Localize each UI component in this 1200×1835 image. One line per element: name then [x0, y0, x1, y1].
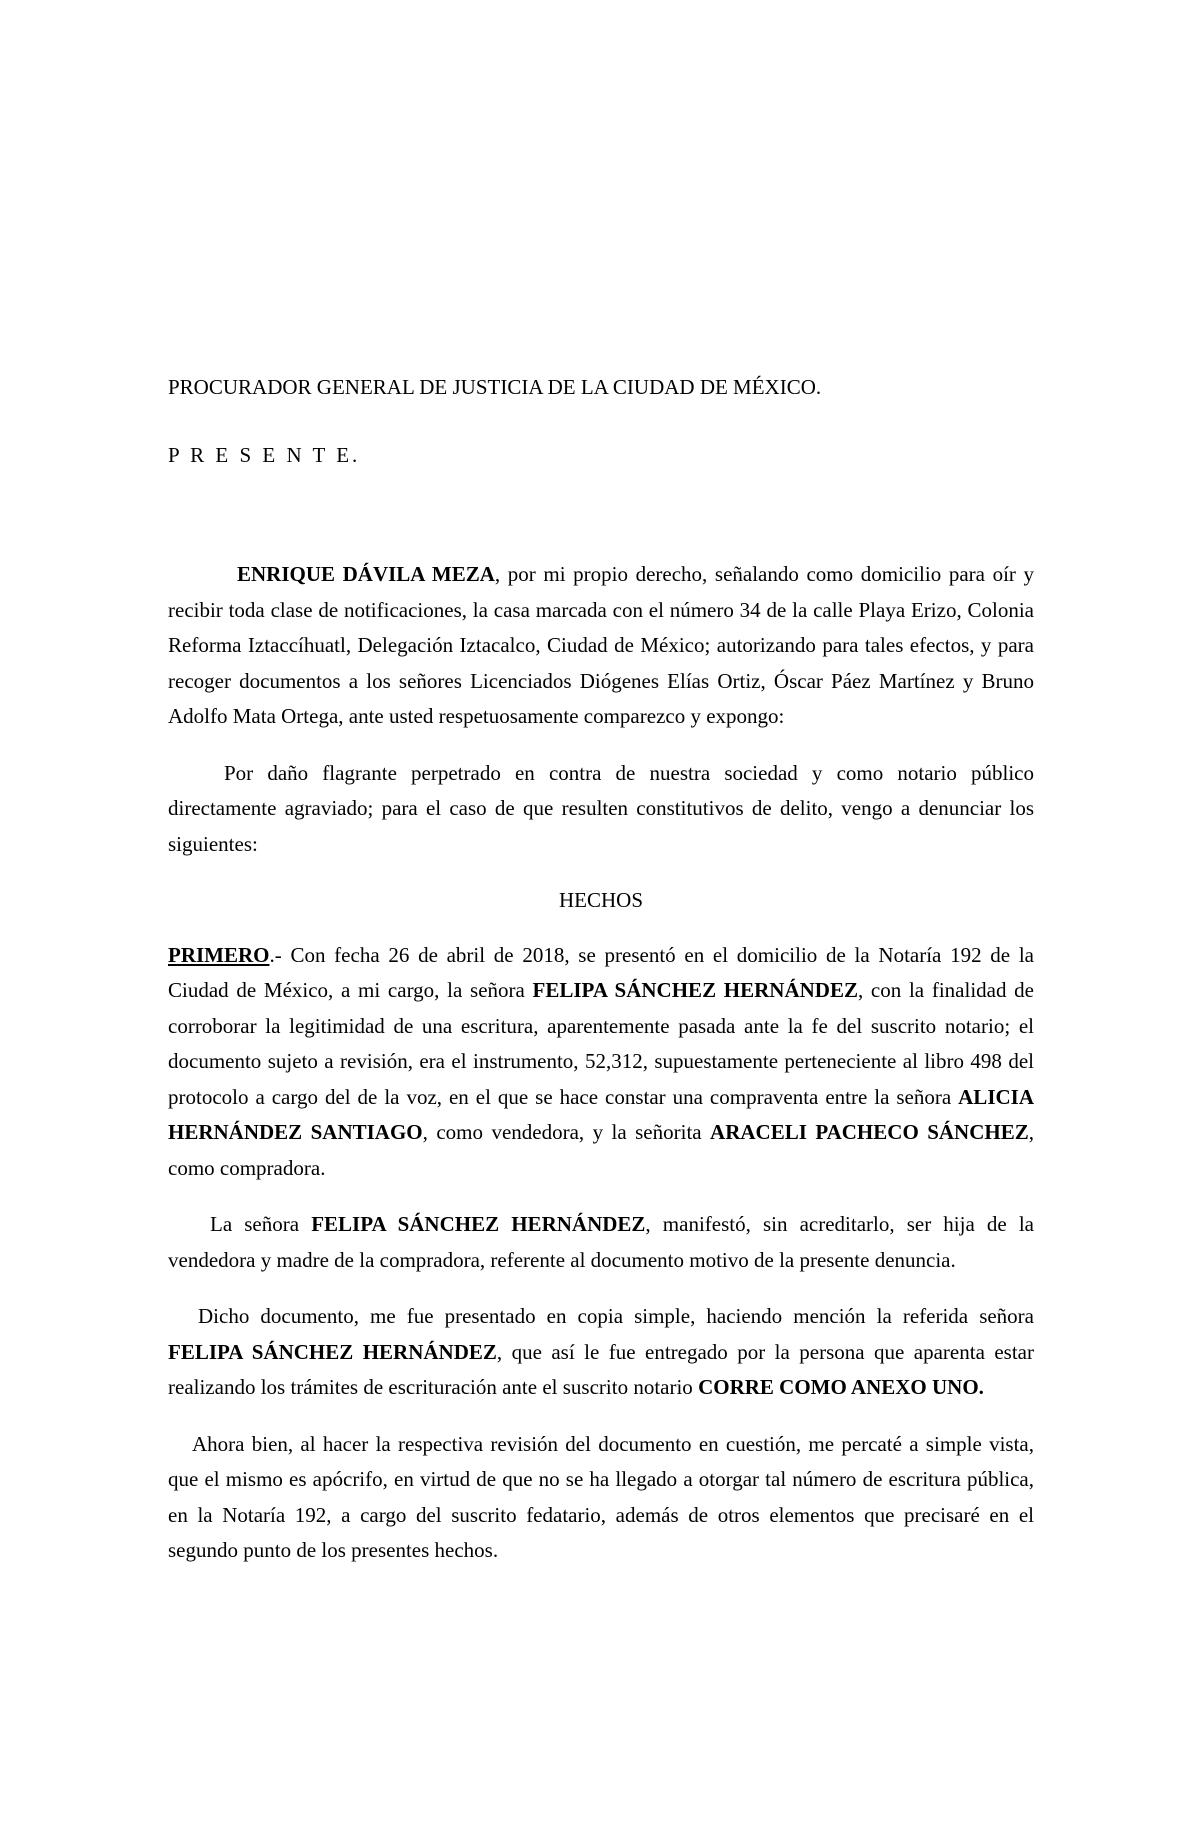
intro-paragraph	[168, 557, 1034, 735]
annex-label: CORRE COMO ANEXO UNO.	[698, 1375, 984, 1399]
para2-text-2: , manifestó, sin acreditarlo, ser hija de la vendedora y madre de la compradora, referente al documento motivo de la presente denuncia.	[168, 1212, 1034, 1272]
intro-text: , por mi propio derecho, señalando como domicilio para oír y recibir toda clase de notificaciones, la casa marcada con el número 34 de la calle Playa Erizo, Colonia Reforma Iztaccíhuatl, Delegación Iztacalco, Ciudad de México; autorizando para tales efectos, y para recoger documentos a los señores Licenciados Diógenes Elías Ortiz, Óscar Páez Martínez y Bruno Adolfo Mata Ortega, ante usted respetuosamente comparezco y expongo:	[168, 562, 1035, 728]
primero-text-2: , con la finalidad de corroborar la legitimidad de una escritura, aparentemente pasada ante la fe del suscrito notario; el documento sujeto a revisión, era el instrumento, 52,312, supuestamente perteneciente al libro 498 del protocolo a cargo del de la voz, en el que se hace constar una compraventa entre la señora	[168, 978, 1035, 1109]
primero-text-1: .- Con fecha 26 de abril de 2018, se presentó en el domicilio de la Notaría 192 de la Ciudad de México, a mi cargo, la señora	[168, 942, 1034, 1002]
hechos-heading: HECHOS	[558, 888, 643, 912]
review-paragraph: Ahora bien, al hacer la respectiva revisión del documento en cuestión, me percaté a simple vista, que el mismo es apócrifo, en virtud de que no se ha llegado a otorgar tal número de escritura pública, en la Notaría 192, a cargo del suscrito fedatario, además de otros elementos que precisaré en el segundo punto de los presentes hechos.	[168, 1431, 1034, 1562]
para3-text-2: , que así le fue entregado por la persona que aparenta estar realizando los trámites de escrituración ante el suscrito notario	[168, 1339, 1034, 1399]
primero-text-4: , como compradora.	[168, 1120, 1034, 1180]
addressee-line: PROCURADOR GENERAL DE JUSTICIA DE LA CIUDAD DE MÉXICO.	[168, 375, 822, 399]
affiliation-paragraph	[168, 1207, 1034, 1278]
para2-bold-1: FELIPA SÁNCHEZ HERNÁNDEZ	[311, 1212, 646, 1236]
primero-text-3: , como vendedora, y la señorita	[422, 1120, 711, 1144]
copy-paragraph	[168, 1299, 1034, 1406]
primero-paragraph	[168, 938, 1034, 1187]
para3-text-1: Dicho documento, me fue presentado en copia simple, haciendo mención la referida señora	[198, 1304, 1034, 1328]
para3-bold-1: FELIPA SÁNCHEZ HERNÁNDEZ	[168, 1339, 497, 1364]
denuncia-paragraph: Por daño flagrante perpetrado en contra de nuestra sociedad y como notario público directamente agraviado; para el caso de que resulten constitutivos de delito, vengo a denunciar los siguientes:	[168, 760, 1034, 856]
primero-bold-3: ARACELI PACHECO SÁNCHEZ	[710, 1120, 1029, 1144]
para2-text-1: La señora	[210, 1212, 312, 1236]
primero-bold-2: ALICIA HERNÁNDEZ SANTIAGO	[168, 1084, 1034, 1144]
complainant-name: ENRIQUE DÁVILA MEZA	[237, 562, 495, 586]
primero-bold-1: FELIPA SÁNCHEZ HERNÁNDEZ	[532, 978, 858, 1002]
primero-label: PRIMERO	[168, 942, 270, 967]
presente-line: P R E S E N T E.	[168, 442, 361, 467]
